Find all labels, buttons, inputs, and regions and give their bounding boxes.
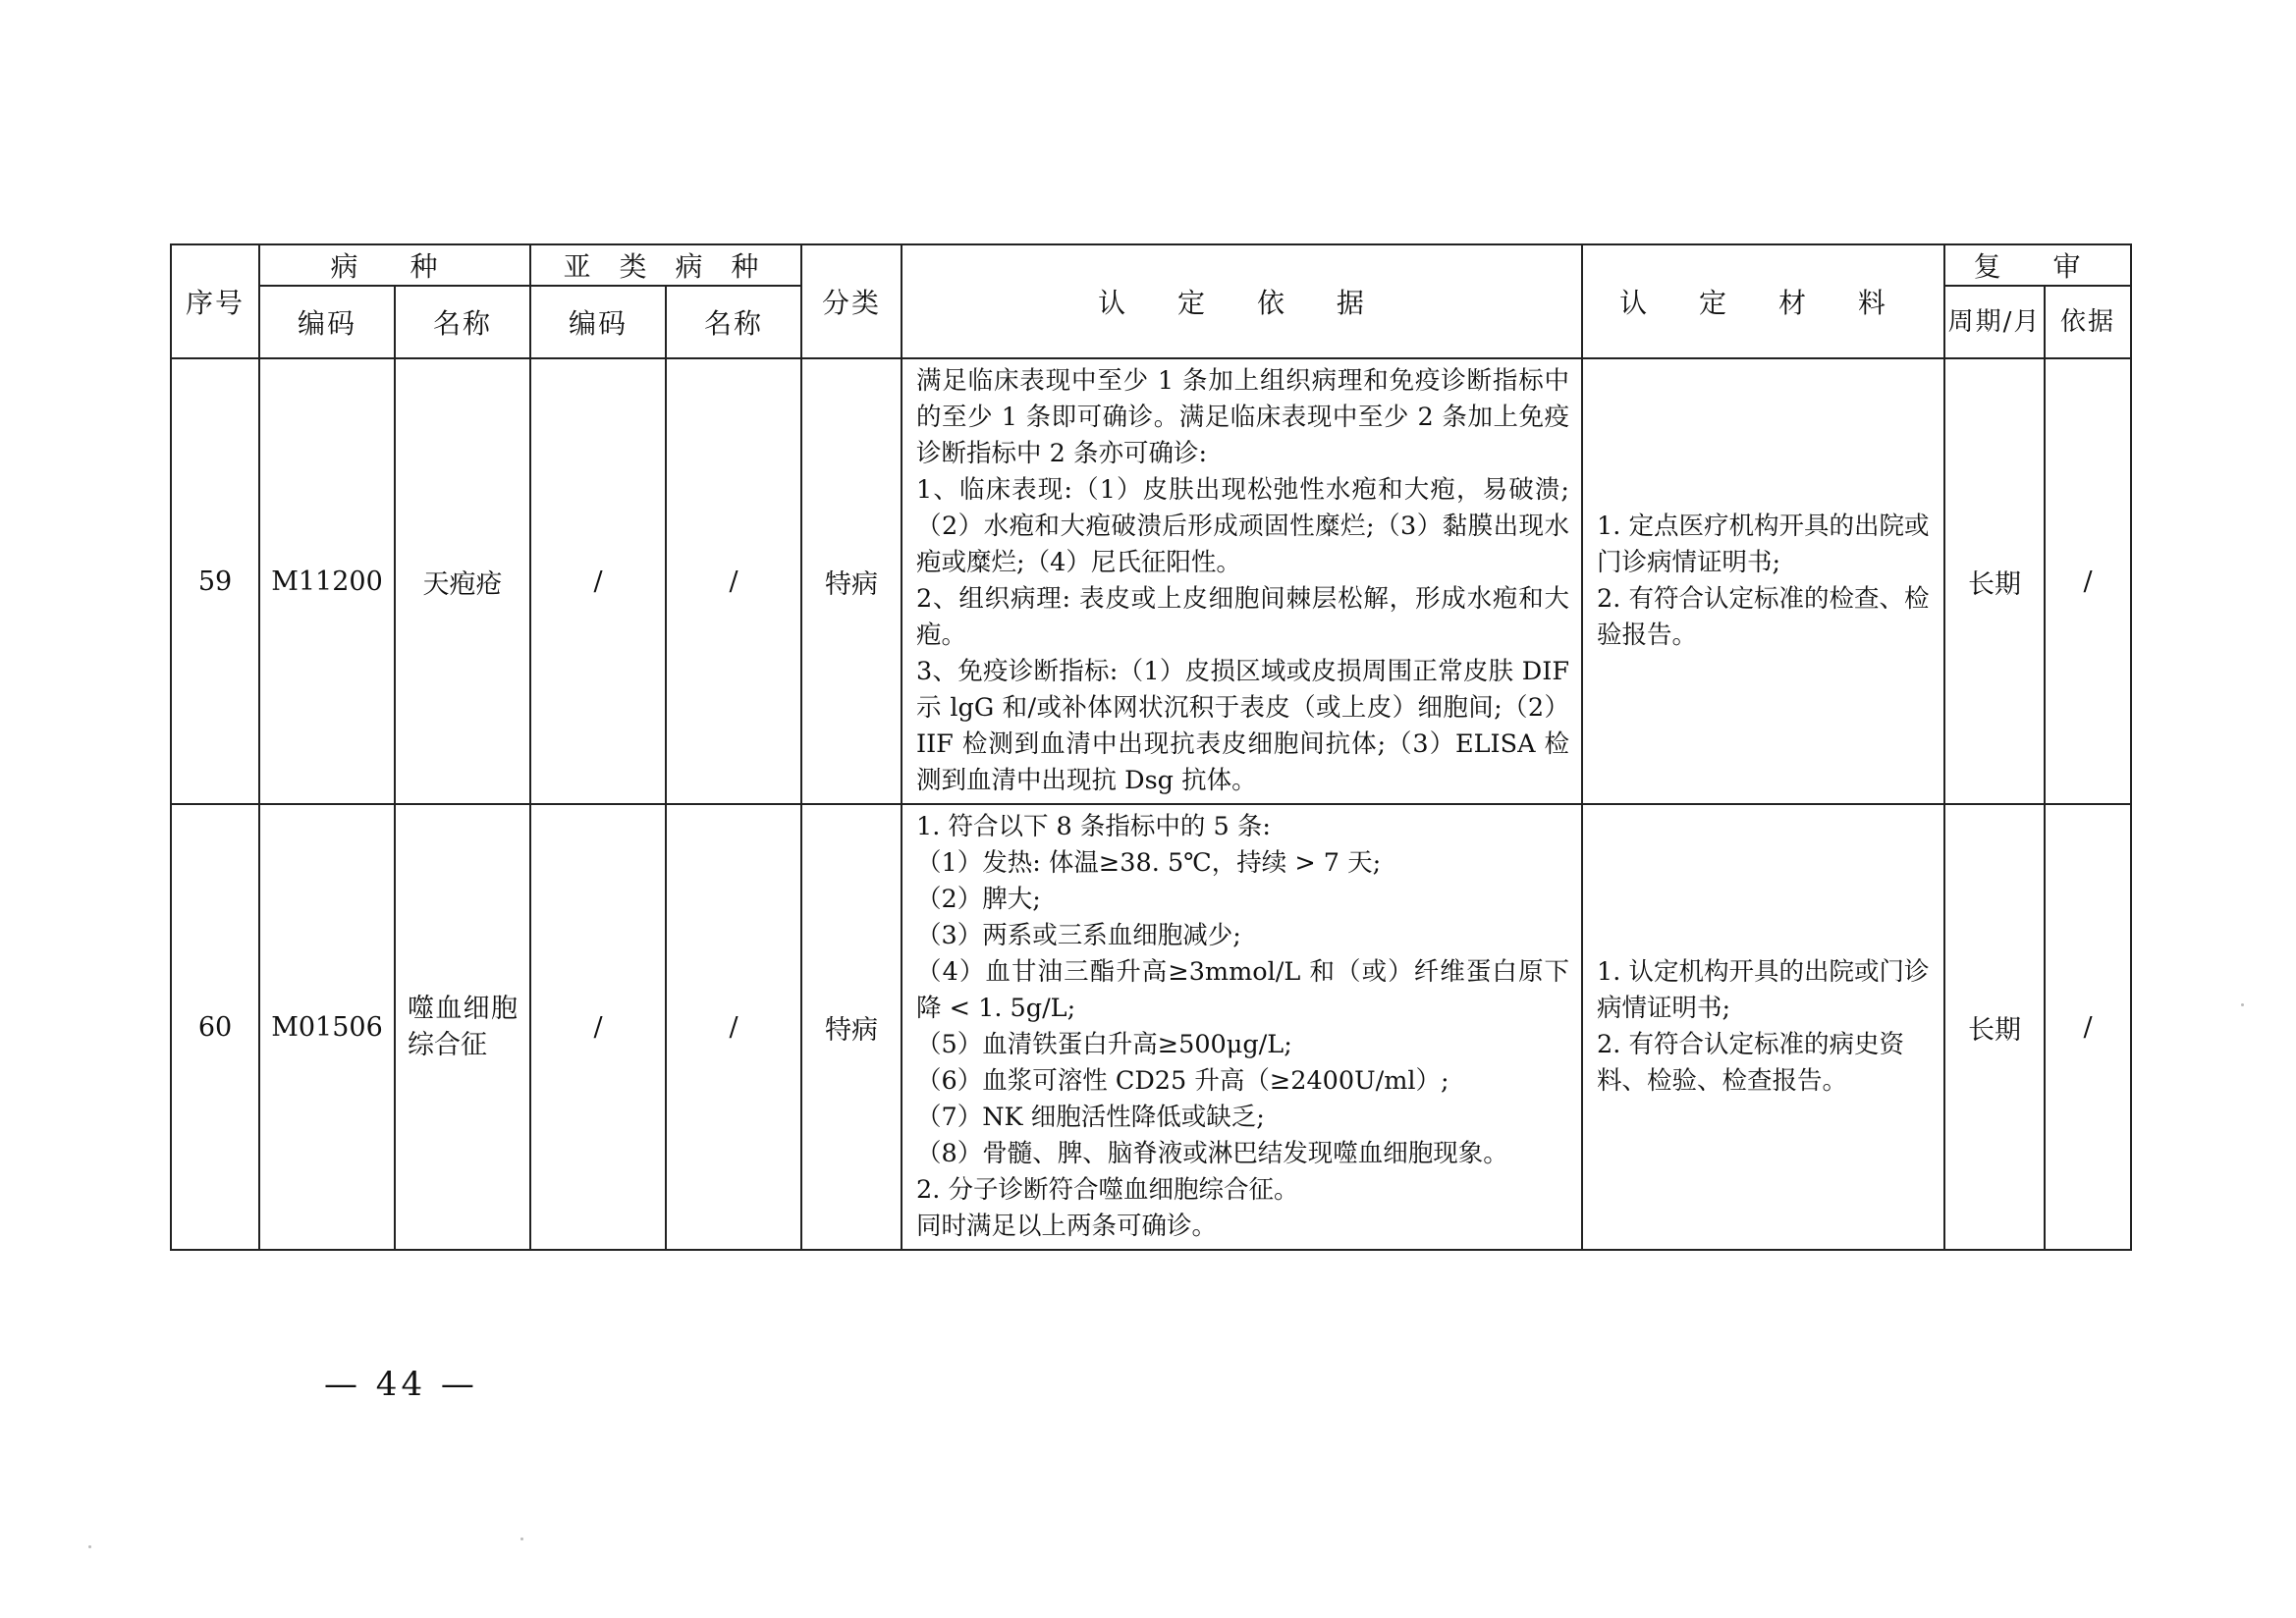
header-review-basis: 依据 xyxy=(2045,286,2131,358)
header-disease-group: 病 种 xyxy=(259,244,530,286)
row-review-period: 长期 xyxy=(1944,358,2045,804)
header-code: 编码 xyxy=(259,286,395,358)
row-name: 噬血细胞综合征 xyxy=(395,804,530,1250)
row-category: 特病 xyxy=(801,358,902,804)
header-category: 分类 xyxy=(801,244,902,358)
row-basis xyxy=(902,358,1582,804)
row-seq: 60 xyxy=(171,804,259,1250)
row-seq: 59 xyxy=(171,358,259,804)
row-basis xyxy=(902,804,1582,1250)
material-line: 2. 有符合认定标准的病史资料、检验、检查报告。 xyxy=(1597,1030,1904,1096)
basis-line: （1）发热: 体温≥38. 5℃，持续 > 7 天; xyxy=(916,848,1382,878)
header-sub-group: 亚 类 病 种 xyxy=(530,244,801,286)
basis-line: 3、免疫诊断指标:（1）皮损区域或皮损周围正常皮肤 DIF 示 lgG 和/或补体网状沉积于表皮（或上皮）细胞间;（2）IIF 检测到血清中出现抗表皮细胞间抗体;（3）ELISA 检测到血清中出现抗 Dsg 抗体。 xyxy=(916,657,1570,795)
basis-line: 2、组织病理: 表皮或上皮细胞间棘层松解，形成水疱和大疱。 xyxy=(916,584,1570,650)
scan-speck xyxy=(2241,1003,2244,1006)
basis-line: （6）血浆可溶性 CD25 升高（≥2400U/ml）; xyxy=(916,1066,1449,1096)
material-line: 2. 有符合认定标准的检查、检验报告。 xyxy=(1597,584,1930,650)
scan-speck xyxy=(520,1537,523,1540)
page-number: — 44 — xyxy=(324,1365,478,1404)
row-name: 天疱疮 xyxy=(395,358,530,804)
row-code: M01506 xyxy=(259,804,395,1250)
header-material: 认 定 材 料 xyxy=(1582,244,1944,358)
row-review-basis: / xyxy=(2045,358,2131,804)
row-material xyxy=(1582,358,1944,804)
basis-line: （2）脾大; xyxy=(916,885,1041,914)
header-sub-code: 编码 xyxy=(530,286,666,358)
scan-speck xyxy=(88,1545,91,1548)
header-seq: 序号 xyxy=(171,244,259,358)
basis-line: 1、临床表现:（1）皮肤出现松弛性水疱和大疱，易破溃;（2）水疱和大疱破溃后形成顽固性糜烂;（3）黏膜出现水疱或糜烂;（4）尼氏征阳性。 xyxy=(916,475,1570,577)
row-review-period: 长期 xyxy=(1944,804,2045,1250)
row-sub-name: / xyxy=(666,804,801,1250)
header-review: 复 审 xyxy=(1944,244,2131,286)
material-line: 1. 认定机构开具的出院或门诊病情证明书; xyxy=(1597,957,1930,1023)
disease-table xyxy=(170,243,2132,1251)
basis-line: 2. 分子诊断符合噬血细胞综合征。 xyxy=(916,1175,1299,1205)
material-line: 1. 定点医疗机构开具的出院或门诊病情证明书; xyxy=(1597,512,1930,577)
row-sub-name: / xyxy=(666,358,801,804)
header-sub-name: 名称 xyxy=(666,286,801,358)
basis-line: 同时满足以上两条可确诊。 xyxy=(916,1212,1218,1241)
row-category: 特病 xyxy=(801,804,902,1250)
table-row xyxy=(171,358,2131,804)
basis-line: （7）NK 细胞活性降低或缺乏; xyxy=(916,1103,1265,1132)
row-sub-code: / xyxy=(530,804,666,1250)
basis-line: 满足临床表现中至少 1 条加上组织病理和免疫诊断指标中的至少 1 条即可确诊。满足临床表现中至少 2 条加上免疫诊断指标中 2 条亦可确诊: xyxy=(916,366,1570,468)
basis-line: （3）两系或三系血细胞减少; xyxy=(916,921,1241,950)
header-name: 名称 xyxy=(395,286,530,358)
basis-line: （5）血清铁蛋白升高≥500μg/L; xyxy=(916,1030,1292,1059)
header-basis: 认 定 依 据 xyxy=(902,244,1582,358)
row-code: M11200 xyxy=(259,358,395,804)
basis-line: （8）骨髓、脾、脑脊液或淋巴结发现噬血细胞现象。 xyxy=(916,1139,1508,1168)
row-material xyxy=(1582,804,1944,1250)
header-review-period: 周期/月 xyxy=(1944,286,2045,358)
table-row xyxy=(171,804,2131,1250)
row-review-basis: / xyxy=(2045,804,2131,1250)
basis-line: 1. 符合以下 8 条指标中的 5 条: xyxy=(916,812,1271,841)
basis-line: （4）血甘油三酯升高≥3mmol/L 和（或）纤维蛋白原下降 < 1. 5g/L; xyxy=(916,957,1570,1023)
row-sub-code: / xyxy=(530,358,666,804)
